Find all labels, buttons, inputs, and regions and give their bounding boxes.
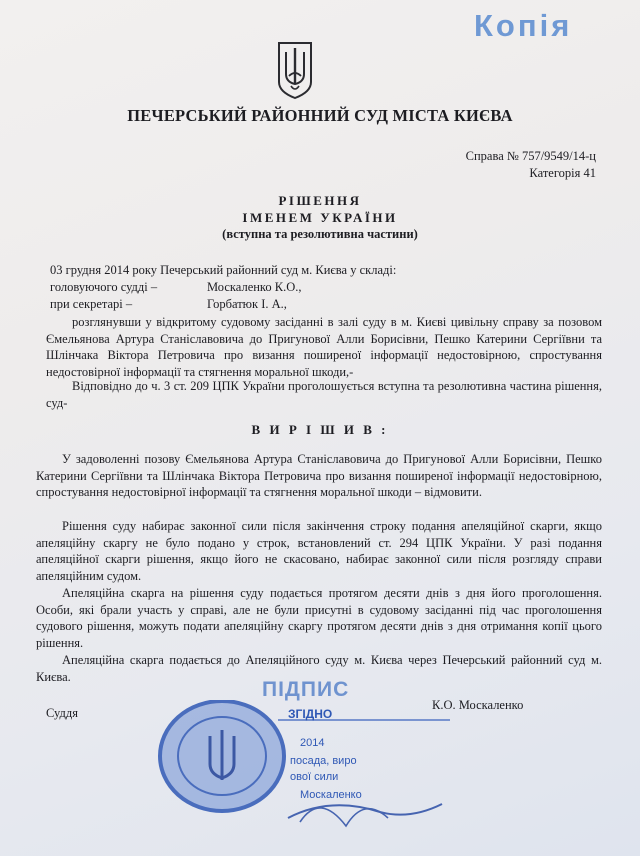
decision-subtitle: (вступна та резолютивна частини) (222, 227, 418, 241)
seal-text-4: Москаленко (300, 789, 362, 801)
case-category: Категорія 41 (529, 166, 596, 180)
case-number: Справа № 757/9549/14-ц (465, 149, 596, 163)
intro-paragraph: розглянувши у відкритому судовому засіданні в залі суду в м. Києві цивільну справу за позовом Ємельянова Артура Станіславовича до Пригунової Алли Борисівни, Пешко Катерини Сергіївни та Шлінчака Віктора Петровича про визання поширеної інформації недостовірною, спростування недостовірної інформації та стягнення моральної шкоди,- (46, 315, 602, 379)
judge-signature-name: К.О. Москаленко (432, 698, 524, 712)
announcement-paragraph: Відповідно до ч. 3 ст. 209 ЦПК України проголошується вступна та резолютивна частина рішення, суд- (46, 379, 602, 410)
judge-role: головуючого судді – (50, 280, 158, 294)
signature-stamp-label: ПІДПИС (262, 678, 350, 701)
copy-stamp: Копія (474, 8, 573, 43)
decision-title (0, 192, 640, 243)
judge-title: Суддя (46, 706, 78, 720)
court-name: ПЕЧЕРСЬКИЙ РАЙОННИЙ СУД МІСТА КИЄВА (127, 106, 513, 125)
resolution-paragraph-2: Рішення суду набирає законної сили після закінчення строку подання апеляційної скарги, якщо апеляційну скаргу не було подано у строк, встановлений ст. 294 ЦПК України. У разі подання апеляційної скарги рішення, якщо його не скасовано, набирає законної сили після розгляду справи апеляційним судом. (36, 519, 602, 583)
seal-text-1: 2014 (300, 737, 325, 749)
resolution-paragraph-1: У задоволенні позову Ємельянова Артура Станіславовича до Пригунової Алли Борисівни, Пешко Катерини Сергіївни та Шлінчака Віктора Петровича про визання поширеної інформації недостовірною, спростування недостовірної інформації та стягнення моральної шкоди – відмовити. (36, 452, 602, 500)
secretary-role: при секретарі – (50, 297, 133, 311)
date-line: 03 грудня 2014 року Печерський районний суд м. Києва у складі: (50, 263, 397, 277)
seal-text-top: ЗГІДНО (288, 707, 333, 721)
in-name-of-ukraine: ІМЕНЕМ УКРАЇНИ (242, 210, 398, 225)
trident-emblem-icon (276, 40, 314, 100)
seal-text-2: посада, виро (290, 755, 357, 767)
seal-text-3: ової сили (290, 771, 339, 783)
secretary-name: Горбатюк І. А., (207, 297, 287, 311)
judge-name: Москаленко К.О., (207, 280, 302, 294)
court-seal-stamp (150, 700, 460, 850)
decision-heading: РІШЕННЯ (278, 193, 362, 208)
resolution-paragraph-4: Апеляційна скарга подається до Апеляційного суду м. Києва через Печерський районний суд м. Києва. (36, 653, 602, 684)
resolved-heading: В И Р І Ш И В : (251, 422, 389, 437)
resolution-paragraph-3: Апеляційна скарга на рішення суду подається протягом десяти днів з дня його проголошення. Особи, які брали участь у справі, але не були присутні в судовому засіданні під час проголошення судового рішення, можуть подати апеляційну скаргу протягом десяти днів з дня отримання копії цього рішення. (36, 586, 602, 650)
case-info (466, 148, 596, 182)
